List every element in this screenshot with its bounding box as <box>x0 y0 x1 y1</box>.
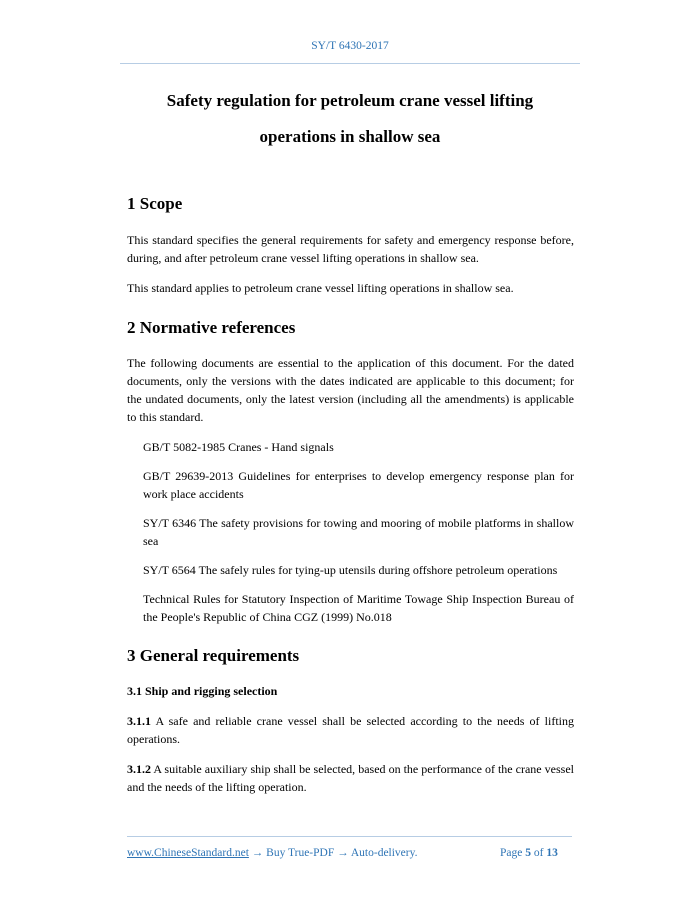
reference-item: Technical Rules for Statutory Inspection of Maritime Towage Ship Inspection Bureau of the People's Republic of China CGZ (1999) No.018 <box>143 592 574 624</box>
page-of: of <box>533 847 544 859</box>
header-divider <box>120 63 580 64</box>
page-indicator <box>500 847 558 859</box>
site-link[interactable]: www.ChineseStandard.net <box>127 847 249 859</box>
normative-intro: The following documents are essential to the application of this document. For the dated documents, only the versions with the dates indicated are applicable to this document; for the undated documents, only the latest version (including all the amendments) is applicable to this standard. <box>127 356 574 424</box>
clause-number: 3.1.1 <box>127 714 151 728</box>
reference-item: GB/T 5082-1985 Cranes - Hand signals <box>143 440 334 454</box>
buy-true-pdf-link[interactable]: Buy True-PDF <box>266 847 335 859</box>
reference-item: GB/T 29639-2013 Guidelines for enterprises to develop emergency response plan for work place accidents <box>143 469 574 501</box>
clause-number: 3.1.2 <box>127 762 151 776</box>
document-title-line-1: Safety regulation for petroleum crane vessel lifting <box>166 91 534 110</box>
scope-paragraph-2: This standard applies to petroleum crane vessel lifting operations in shallow sea. <box>127 281 514 295</box>
arrow-right-icon: → <box>337 847 349 859</box>
section-normative-heading: 2 Normative references <box>127 318 296 337</box>
page-current: 5 <box>525 847 531 859</box>
section-general-heading: 3 General requirements <box>127 646 300 665</box>
reference-item: SY/T 6346 The safety provisions for towing and mooring of mobile platforms in shallow sea <box>143 516 574 548</box>
page-total: 13 <box>546 847 558 859</box>
document-title-line-2: operations in shallow sea <box>259 127 441 146</box>
document-title <box>0 83 700 155</box>
section-scope-heading: 1 Scope <box>127 194 183 213</box>
auto-delivery-text: Auto-delivery. <box>350 847 418 859</box>
document-body <box>127 190 574 796</box>
arrow-right-icon: → <box>251 847 264 859</box>
clause-text: A suitable auxiliary ship shall be selected, based on the performance of the crane vessel and the needs of the lifting operation. <box>127 762 574 794</box>
clause-text: A safe and reliable crane vessel shall be selected according to the needs of lifting operations. <box>127 714 574 746</box>
reference-item: SY/T 6564 The safely rules for tying-up utensils during offshore petroleum operations <box>143 563 558 577</box>
page-label: Page <box>500 847 523 859</box>
subsection-ship-rigging-heading: 3.1 Ship and rigging selection <box>127 684 278 698</box>
footer-divider <box>127 836 572 837</box>
clause-3-1-2 <box>127 760 574 796</box>
footer-promo <box>127 847 418 859</box>
clause-3-1-1 <box>127 712 574 748</box>
scope-paragraph-1: This standard specifies the general requirements for safety and emergency response before, during, and after petroleum crane vessel lifting operations in shallow sea. <box>127 233 574 265</box>
header-standard-code: SY/T 6430-2017 <box>311 40 389 52</box>
